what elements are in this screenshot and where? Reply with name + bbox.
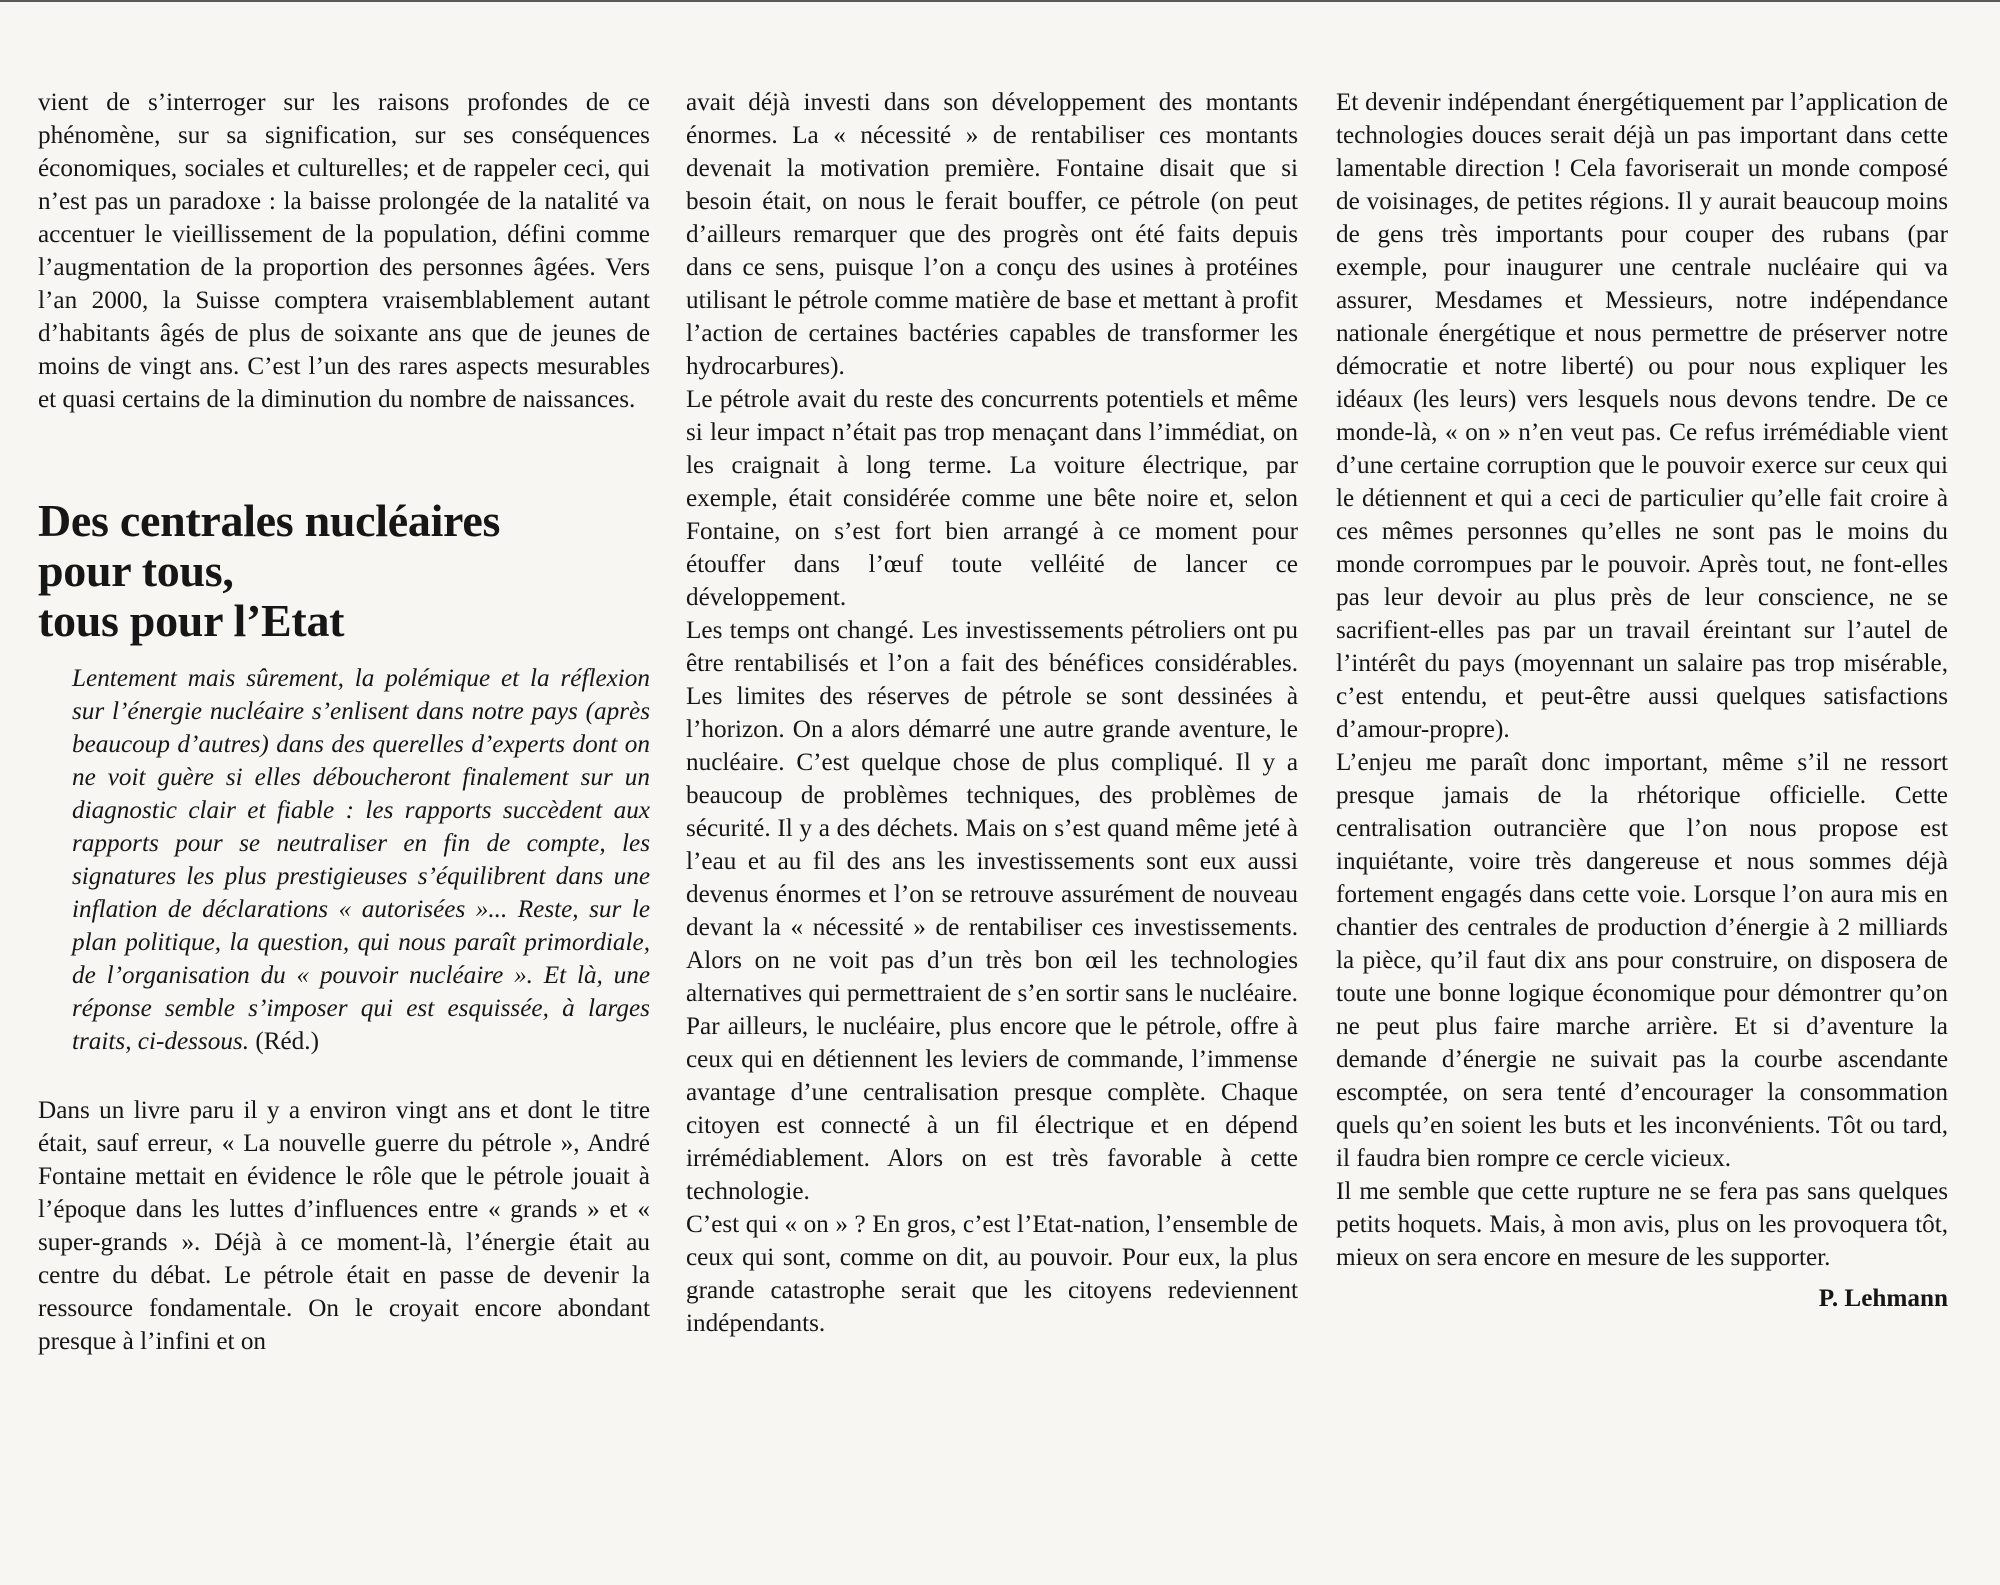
- paragraph-times-changed: Les temps ont changé. Les investissements pétroliers ont pu être rentabilisés et l’on a fait des bénéfices considérables. Les limites des réserves de pétrole se sont dessinées à l’horizon. On a alors démarré une autre grande aventure, le nucléaire. C’est quelque chose de plus compliqué. Il y a beaucoup de problèmes techniques, des problèmes de sécurité. Il y a des déchets. Mais on s’est quand même jeté à l’eau et au fil des ans les investissements sont eux aussi devenus énormes et l’on se retrouve assurément de nouveau devant la « nécessité » de rentabiliser ces investissements. Alors on ne voit pas d’un très bon œil les technologies alternatives qui permettraient de s’en sortir sans le nucléaire.: [686, 617, 1298, 1007]
- column-2: [686, 86, 1298, 1340]
- paragraph-body-start: Dans un livre paru il y a environ vingt ans et dont le titre était, sauf erreur, « La nouvelle guerre du pétrole », André Fontaine mettait en évidence le rôle que le pétrole jouait à l’époque dans les luttes d’influences entre « grands » et « super-grands ». Déjà à ce moment-là, l’énergie était au centre du débat. Le pétrole était en passe de devenir la ressource fondamentale. On le croyait encore abondant presque à l’infini et on: [38, 1097, 650, 1355]
- paragraph-investments: avait déjà investi dans son développement des montants énormes. La « nécessité » de rentabiliser ces montants devenait la motivation première. Fontaine disait que si besoin était, on nous le ferait bouffer, ce pétrole (on peut d’ailleurs remarquer que des progrès ont été faits depuis dans ce sens, puisque l’on a conçu des usines à protéines utilisant le pétrole comme matière de base et mettant à profit l’action de certaines bactéries capables de transformer les hydrocarbures).: [686, 89, 1298, 380]
- paragraph-stakes: L’enjeu me paraît donc important, même s’il ne ressort presque jamais de la rhétorique officielle. Cette centralisation outrancière que l’on nous propose est inquiétante, voire très dangereuse et nous sommes déjà fortement engagés dans cette voie. Lorsque l’on aura mis en chantier des centrales de production d’énergie à 2 milliards la pièce, qu’il faut dix ans pour construire, on disposera de toute une bonne logique économique pour démontrer qu’on ne peut plus faire marche arrière. Et si d’aventure la demande d’énergie ne suivait pas la courbe ascendante escomptée, on sera tenté d’encourager la consommation quels qu’en soient les buts et les inconvénients. Tôt ou tard, il faudra bien rompre ce cercle vicieux.: [1336, 749, 1948, 1172]
- column-3: [1336, 86, 1948, 1315]
- editorial-lead: [72, 662, 650, 1058]
- headline-line-3: tous pour l’Etat: [38, 595, 345, 646]
- column-1: [38, 86, 650, 1358]
- paragraph-intro-continued: vient de s’interroger sur les raisons profondes de ce phénomène, sur sa signification, sur ses conséquences économiques, sociales et culturelles; et de rappeler ceci, qui n’est pas un paradoxe : la baisse prolongée de la natalité va accentuer le vieillissement de la population, défini comme l’augmentation de la proportion des personnes âgées. Vers l’an 2000, la Suisse comptera vraisemblablement autant d’habitants âgés de plus de soixante ans que de jeunes de moins de vingt ans. C’est l’un des rares aspects mesurables et quasi certains de la diminution du nombre de naissances.: [38, 89, 650, 413]
- article-headline: [38, 496, 650, 646]
- paragraph-independence: Et devenir indépendant énergétiquement par l’application de technologies douces serait déjà un pas important dans cette lamentable direction ! Cela favoriserait un monde composé de voisinages, de petites régions. Il y aurait beaucoup moins de gens très importants pour couper des rubans (par exemple, pour inaugurer une centrale nucléaire qui va assurer, Mesdames et Messieurs, notre indépendance nationale énergétique et nous permettre de préserver notre démocratie et notre liberté) ou pour nous expliquer les idéaux (les leurs) vers lesquels nous devons tendre. De ce monde-là, « on » n’en veut pas. Ce refus irrémédiable vient d’une certaine corruption que le pouvoir exerce sur ceux qui le détiennent et qui a ceci de particulier qu’elle fait croire à ces mêmes personnes qu’elles ne sont pas le moins du monde corrompues par le pouvoir. Après tout, ne font-elles pas leur devoir au plus près de leur conscience, ne se sacrifient-elles pas par un travail éreintant sur l’autel de l’intérêt du pays (moyennant un salaire pas trop misérable, c’est entendu, et peut-être aussi quelques satisfactions d’amour-propre).: [1336, 89, 1948, 743]
- paragraph-who-is-on: C’est qui « on » ? En gros, c’est l’Etat-nation, l’ensemble de ceux qui sont, comme on dit, au pouvoir. Pour eux, la plus grande catastrophe serait que les citoyens redeviennent indépendants.: [686, 1211, 1298, 1337]
- paragraph-centralisation: Par ailleurs, le nucléaire, plus encore que le pétrole, offre à ceux qui en détiennent les leviers de commande, l’immense avantage d’une centralisation presque complète. Chaque citoyen est connecté à un fil électrique et en dépend irrémédiablement. Alors on est très favorable à cette technologie.: [686, 1013, 1298, 1205]
- author-signature: P. Lehmann: [1818, 1285, 1948, 1312]
- headline-line-2: pour tous,: [38, 545, 234, 596]
- lead-credit: (Réd.): [255, 1028, 319, 1055]
- paragraph-competitors: Le pétrole avait du reste des concurrents potentiels et même si leur impact n’était pas trop menaçant dans l’immédiat, on les craignait à long terme. La voiture électrique, par exemple, était considérée comme une bête noire et, selon Fontaine, on s’est fort bien arrangé à ce moment pour étouffer dans l’œuf toute velléité de lancer ce développement.: [686, 386, 1298, 611]
- page-top-rule: [0, 0, 2000, 2]
- headline-line-1: Des centrales nucléaires: [38, 495, 501, 546]
- section-spacer: [38, 1058, 650, 1094]
- lead-text: Lentement mais sûrement, la polémique et la réflexion sur l’énergie nucléaire s’enlisent dans notre pays (après beaucoup d’autres) dans des querelles d’experts dont on ne voit guère si elles déboucheront finalement sur un diagnostic clair et fiable : les rapports succèdent aux rapports pour se neutraliser en fin de compte, les signatures les plus prestigieuses s’équilibrent dans une inflation de déclarations « autorisées »... Reste, sur le plan politique, la question, qui nous paraît primordiale, de l’organisation du « pouvoir nucléaire ». Et là, une réponse semble s’imposer qui est esquissée, à larges traits, ci-dessous.: [72, 665, 650, 1055]
- paragraph-conclusion: Il me semble que cette rupture ne se fera pas sans quelques petits hoquets. Mais, à mon avis, plus on les provoquera tôt, mieux on sera encore en mesure de les supporter.: [1336, 1178, 1948, 1271]
